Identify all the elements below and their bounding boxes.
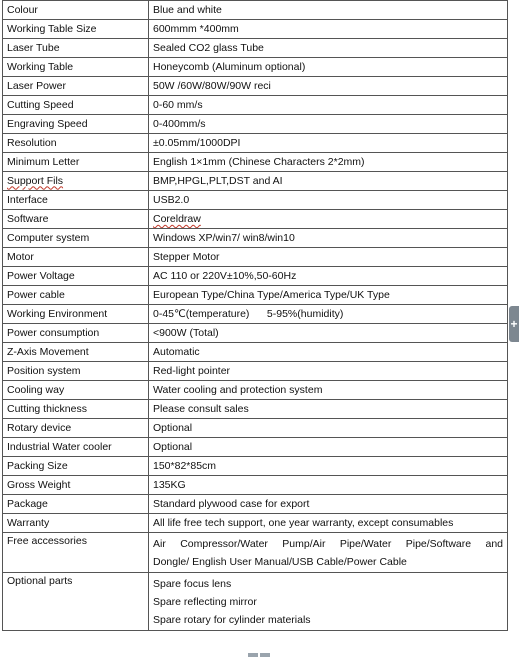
spec-value: Water cooling and protection system <box>149 381 508 400</box>
page-scroll-handle[interactable] <box>248 648 272 652</box>
spec-row <box>3 77 508 96</box>
spell-marked-text: Support Fils <box>7 174 64 187</box>
spec-value: 0-60 mm/s <box>149 96 508 115</box>
spec-value: 50W /60W/80W/90W reci <box>149 77 508 96</box>
plus-icon: + <box>510 317 518 331</box>
spec-row <box>3 248 508 267</box>
spec-row <box>3 305 508 324</box>
spec-row <box>3 96 508 115</box>
spec-row <box>3 172 508 191</box>
spec-label: Software <box>3 210 149 229</box>
spec-row <box>3 115 508 134</box>
spec-label: Cutting Speed <box>3 96 149 115</box>
spec-row <box>3 20 508 39</box>
spec-label: Cooling way <box>3 381 149 400</box>
spec-value: Red-light pointer <box>149 362 508 381</box>
spec-label: Power cable <box>3 286 149 305</box>
spec-label: Package <box>3 495 149 514</box>
expand-tab[interactable] <box>509 306 519 342</box>
spec-label: Packing Size <box>3 457 149 476</box>
spec-row <box>3 153 508 172</box>
spec-value: 0-400mm/s <box>149 115 508 134</box>
spec-label: Optional parts <box>3 573 149 631</box>
spec-row <box>3 362 508 381</box>
spec-value: Standard plywood case for export <box>149 495 508 514</box>
spec-label: Interface <box>3 191 149 210</box>
spec-value: 600mmm *400mm <box>149 20 508 39</box>
spec-value: Spare focus lens Spare reflecting mirror Spare rotary for cylinder materials <box>149 573 508 631</box>
spec-row <box>3 1 508 20</box>
spec-value: Optional <box>149 419 508 438</box>
spec-value: USB2.0 <box>149 191 508 210</box>
spec-value: <900W (Total) <box>149 324 508 343</box>
spec-label: Rotary device <box>3 419 149 438</box>
spec-value: Stepper Motor <box>149 248 508 267</box>
spec-value: AC 110 or 220V±10%,50-60Hz <box>149 267 508 286</box>
spec-label: Working Table <box>3 58 149 77</box>
spec-value: 150*82*85cm <box>149 457 508 476</box>
spec-label: Cutting thickness <box>3 400 149 419</box>
spec-row <box>3 229 508 248</box>
spec-value: Sealed CO2 glass Tube <box>149 39 508 58</box>
spec-value: Blue and white <box>149 1 508 20</box>
spec-value: 135KG <box>149 476 508 495</box>
spec-value: European Type/China Type/America Type/UK Type <box>149 286 508 305</box>
spec-value: Honeycomb (Aluminum optional) <box>149 58 508 77</box>
spec-label: Power Voltage <box>3 267 149 286</box>
spec-table <box>2 0 508 631</box>
spec-row <box>3 134 508 153</box>
spec-row <box>3 58 508 77</box>
spec-row <box>3 267 508 286</box>
spec-row <box>3 381 508 400</box>
spec-row <box>3 400 508 419</box>
spec-label: Position system <box>3 362 149 381</box>
spec-value <box>149 210 508 229</box>
spec-value: Please consult sales <box>149 400 508 419</box>
spec-row <box>3 514 508 533</box>
spec-value: Optional <box>149 438 508 457</box>
spec-row <box>3 324 508 343</box>
spec-label: Power consumption <box>3 324 149 343</box>
spec-row <box>3 438 508 457</box>
spec-row <box>3 39 508 58</box>
spec-label: Gross Weight <box>3 476 149 495</box>
spec-label: Computer system <box>3 229 149 248</box>
spec-label <box>3 172 149 191</box>
spec-label: Free accessories <box>3 533 149 573</box>
spec-label: Industrial Water cooler <box>3 438 149 457</box>
spec-label: Engraving Speed <box>3 115 149 134</box>
spell-marked-text: Coreldraw <box>153 213 201 225</box>
spec-value: English 1×1mm (Chinese Characters 2*2mm) <box>149 153 508 172</box>
spec-label: Warranty <box>3 514 149 533</box>
spec-value: 0-45℃(temperature) 5-95%(humidity) <box>149 305 508 324</box>
spec-row <box>3 573 508 631</box>
spec-row <box>3 476 508 495</box>
spec-label: Colour <box>3 1 149 20</box>
spec-value: Windows XP/win7/ win8/win10 <box>149 229 508 248</box>
spec-value: All life free tech support, one year warranty, except consumables <box>149 514 508 533</box>
spec-value: ±0.05mm/1000DPI <box>149 134 508 153</box>
spec-label: Motor <box>3 248 149 267</box>
spec-label: Laser Tube <box>3 39 149 58</box>
spec-label: Laser Power <box>3 77 149 96</box>
spec-row <box>3 533 508 573</box>
spec-value: Air Compressor/Water Pump/Air Pipe/Water Pipe/Software and Dongle/ English User Manual/USB Cable/Power Cable <box>149 533 508 573</box>
spec-row <box>3 419 508 438</box>
spec-value: Automatic <box>149 343 508 362</box>
spec-value: BMP,HPGL,PLT,DST and AI <box>149 172 508 191</box>
spec-row <box>3 495 508 514</box>
spec-row <box>3 343 508 362</box>
spec-label: Z-Axis Movement <box>3 343 149 362</box>
spec-row <box>3 286 508 305</box>
spec-label: Resolution <box>3 134 149 153</box>
spec-row <box>3 457 508 476</box>
spec-row <box>3 210 508 229</box>
spec-label: Working Environment <box>3 305 149 324</box>
spec-row <box>3 191 508 210</box>
spec-label: Minimum Letter <box>3 153 149 172</box>
spec-label: Working Table Size <box>3 20 149 39</box>
